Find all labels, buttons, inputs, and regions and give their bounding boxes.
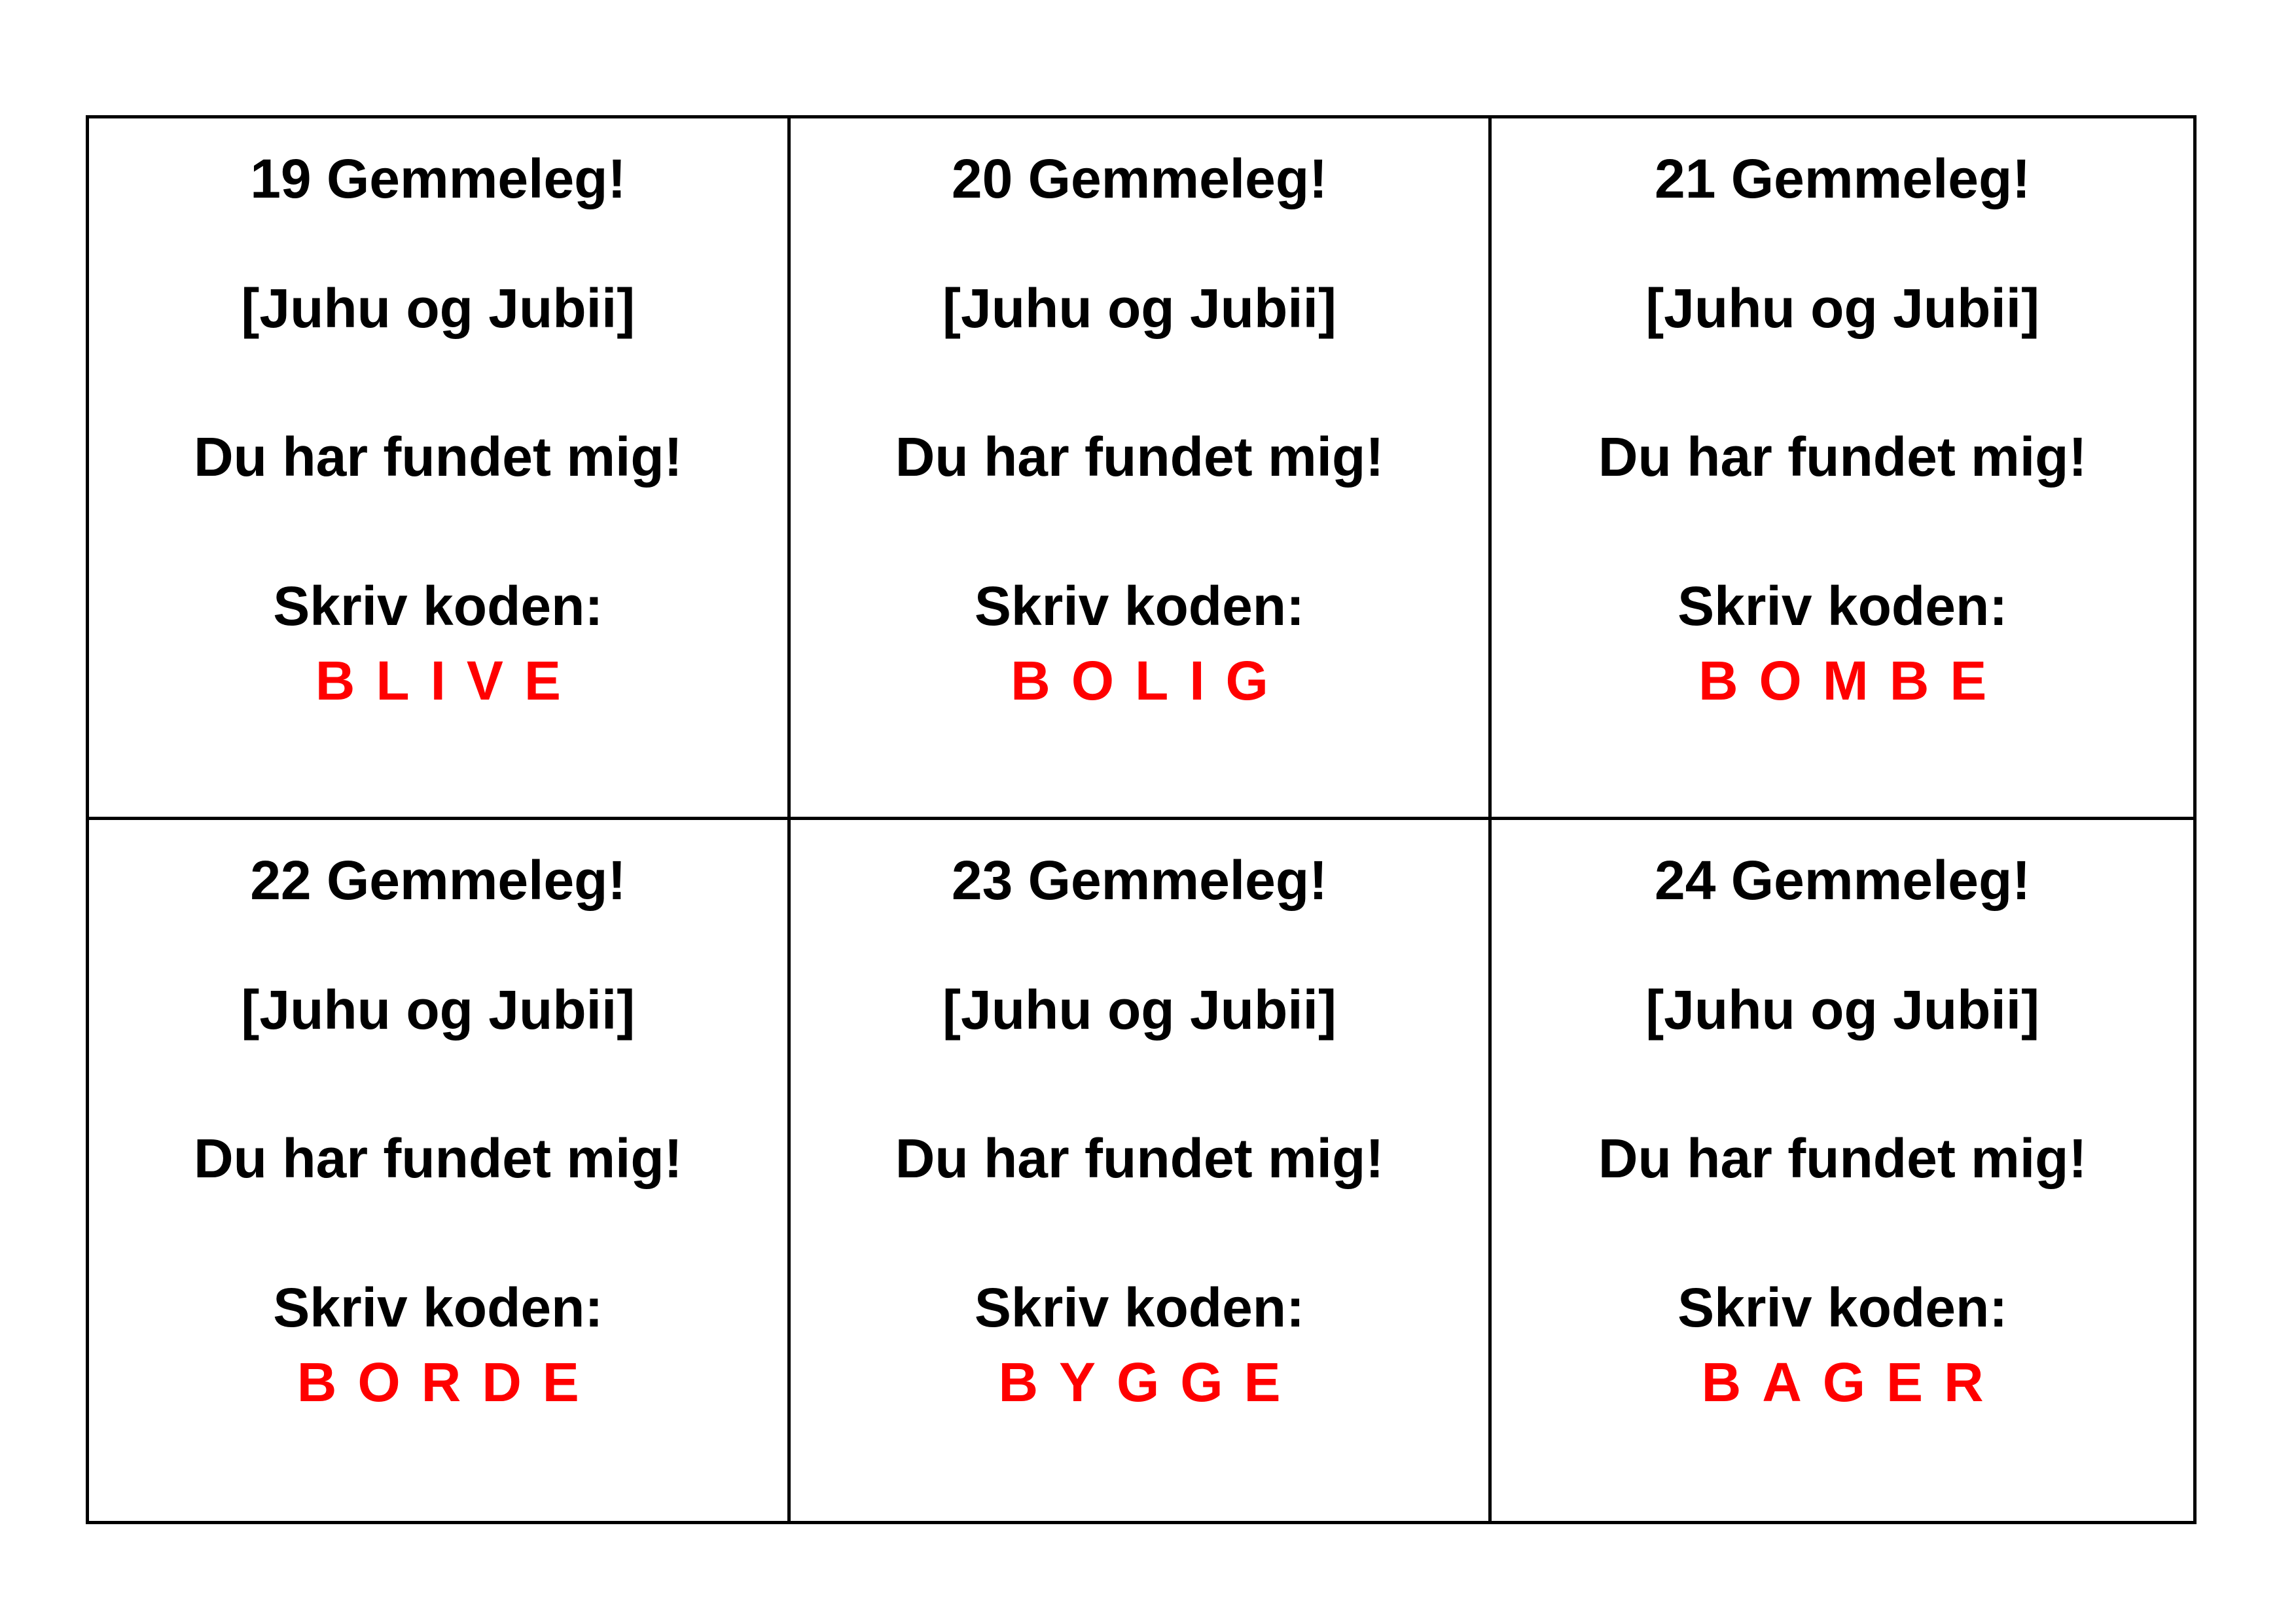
secret-code: BOMBE — [1698, 650, 2008, 711]
card-24 — [1492, 820, 2193, 1522]
secret-code: BAGER — [1701, 1351, 2005, 1413]
secret-code: BOLIG — [1011, 650, 1289, 711]
card-title: 20 Gemmeleg! — [951, 148, 1328, 209]
card-21 — [1492, 118, 2193, 820]
card-subtitle: [Juhu og Jubii] — [241, 978, 636, 1041]
code-prompt: Skriv koden: — [1677, 575, 2008, 637]
found-message: Du har fundet mig! — [1598, 426, 2087, 488]
code-prompt: Skriv koden: — [273, 575, 603, 637]
card-subtitle: [Juhu og Jubii] — [241, 277, 636, 339]
code-prompt: Skriv koden: — [273, 1276, 603, 1338]
found-message: Du har fundet mig! — [194, 1127, 683, 1189]
code-prompt: Skriv koden: — [974, 1276, 1305, 1338]
found-message: Du har fundet mig! — [895, 1127, 1384, 1189]
card-title: 19 Gemmeleg! — [250, 148, 626, 209]
found-message: Du har fundet mig! — [194, 426, 683, 488]
card-subtitle: [Juhu og Jubii] — [1645, 978, 2040, 1041]
secret-code: BORDE — [296, 1351, 600, 1413]
card-title: 22 Gemmeleg! — [250, 849, 626, 911]
found-message: Du har fundet mig! — [1598, 1127, 2087, 1189]
card-subtitle: [Juhu og Jubii] — [1645, 277, 2040, 339]
secret-code: BYGGE — [998, 1351, 1302, 1413]
card-title: 24 Gemmeleg! — [1655, 849, 2031, 911]
card-19 — [89, 118, 791, 820]
code-prompt: Skriv koden: — [974, 575, 1305, 637]
card-22 — [89, 820, 791, 1522]
card-23 — [791, 820, 1492, 1522]
card-subtitle: [Juhu og Jubii] — [942, 978, 1336, 1041]
secret-code: BLIVE — [315, 650, 582, 711]
card-sheet — [86, 115, 2197, 1524]
card-20 — [791, 118, 1492, 820]
found-message: Du har fundet mig! — [895, 426, 1384, 488]
card-title: 21 Gemmeleg! — [1655, 148, 2031, 209]
code-prompt: Skriv koden: — [1677, 1276, 2008, 1338]
card-title: 23 Gemmeleg! — [951, 849, 1328, 911]
card-subtitle: [Juhu og Jubii] — [942, 277, 1336, 339]
